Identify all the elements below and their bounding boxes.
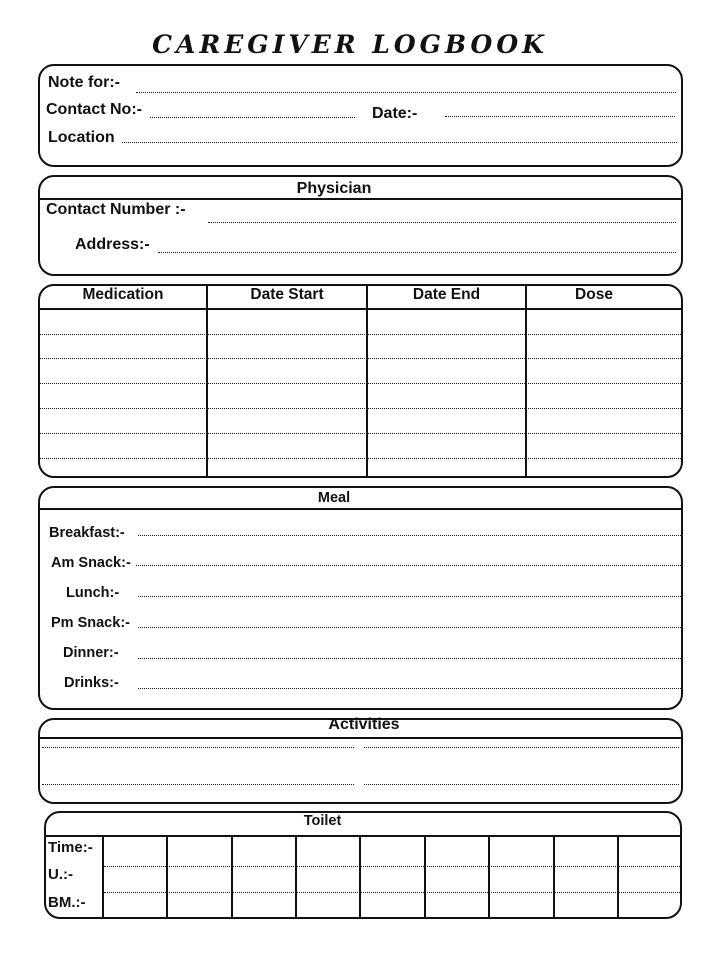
medication-row[interactable] <box>40 358 681 359</box>
physician-heading: Physician <box>296 180 372 197</box>
toilet-col-divider <box>424 837 426 917</box>
date-label: Date:- <box>372 105 418 122</box>
activities-line[interactable] <box>42 784 354 785</box>
activities-line[interactable] <box>364 747 679 748</box>
toilet-row-line[interactable] <box>104 892 680 893</box>
toilet-col-divider <box>295 837 297 917</box>
date-field[interactable] <box>445 116 675 117</box>
location-field[interactable] <box>122 142 677 143</box>
activities-line[interactable] <box>364 784 679 785</box>
activities-line[interactable] <box>42 747 354 748</box>
meal-section <box>38 486 683 710</box>
toilet-col-divider <box>166 837 168 917</box>
dose-col-header: Dose <box>575 286 613 303</box>
meal-field[interactable] <box>138 688 681 689</box>
meal-field[interactable] <box>138 627 681 628</box>
note-for-label: Note for:- <box>48 74 120 91</box>
meal-label: Dinner:- <box>63 645 119 661</box>
meal-label: Lunch:- <box>66 585 120 601</box>
toilet-col-divider <box>231 837 233 917</box>
medication-row[interactable] <box>40 458 681 459</box>
medication-col-divider <box>366 286 368 476</box>
physician-contact-label: Contact Number :- <box>46 201 186 218</box>
meal-heading-divider <box>40 508 681 510</box>
toilet-col-divider <box>553 837 555 917</box>
meal-label: Pm Snack:- <box>51 615 130 631</box>
location-label: Location <box>48 129 115 146</box>
meal-field[interactable] <box>138 535 681 536</box>
toilet-row-label: U.:- <box>48 866 73 883</box>
physician-contact-field[interactable] <box>208 222 676 223</box>
meal-label: Breakfast:- <box>49 525 125 541</box>
medication-header-divider <box>40 308 681 310</box>
meal-field[interactable] <box>138 596 681 597</box>
toilet-row-label: Time:- <box>48 839 93 856</box>
meal-field[interactable] <box>136 565 681 566</box>
toilet-row-label: BM.:- <box>48 894 86 911</box>
meal-label: Am Snack:- <box>51 555 131 571</box>
medication-row[interactable] <box>40 433 681 434</box>
toilet-col-divider <box>102 837 104 917</box>
activities-heading: Activities <box>328 716 400 733</box>
contact-no-label: Contact No:- <box>46 101 142 118</box>
activities-heading-divider <box>40 737 681 739</box>
contact-no-field[interactable] <box>150 117 355 118</box>
toilet-col-divider <box>488 837 490 917</box>
medication-col-divider <box>525 286 527 476</box>
physician-address-label: Address:- <box>75 236 150 253</box>
meal-field[interactable] <box>138 658 681 659</box>
medication-row[interactable] <box>40 383 681 384</box>
page-title: CAREGIVER LOGBOOK <box>152 30 548 59</box>
toilet-col-divider <box>359 837 361 917</box>
medication-row[interactable] <box>40 334 681 335</box>
date-start-col-header: Date Start <box>250 286 324 303</box>
meal-label: Drinks:- <box>64 675 119 691</box>
toilet-heading: Toilet <box>303 813 342 829</box>
medication-table <box>38 284 683 478</box>
medication-col-header: Medication <box>82 286 164 303</box>
physician-heading-divider <box>40 198 681 200</box>
note-for-field[interactable] <box>136 92 676 93</box>
toilet-heading-divider <box>46 835 680 837</box>
medication-col-divider <box>206 286 208 476</box>
medication-row[interactable] <box>40 408 681 409</box>
meal-heading: Meal <box>317 490 351 506</box>
toilet-row-line[interactable] <box>104 866 680 867</box>
date-end-col-header: Date End <box>412 286 481 303</box>
toilet-col-divider <box>617 837 619 917</box>
physician-address-field[interactable] <box>158 252 676 253</box>
